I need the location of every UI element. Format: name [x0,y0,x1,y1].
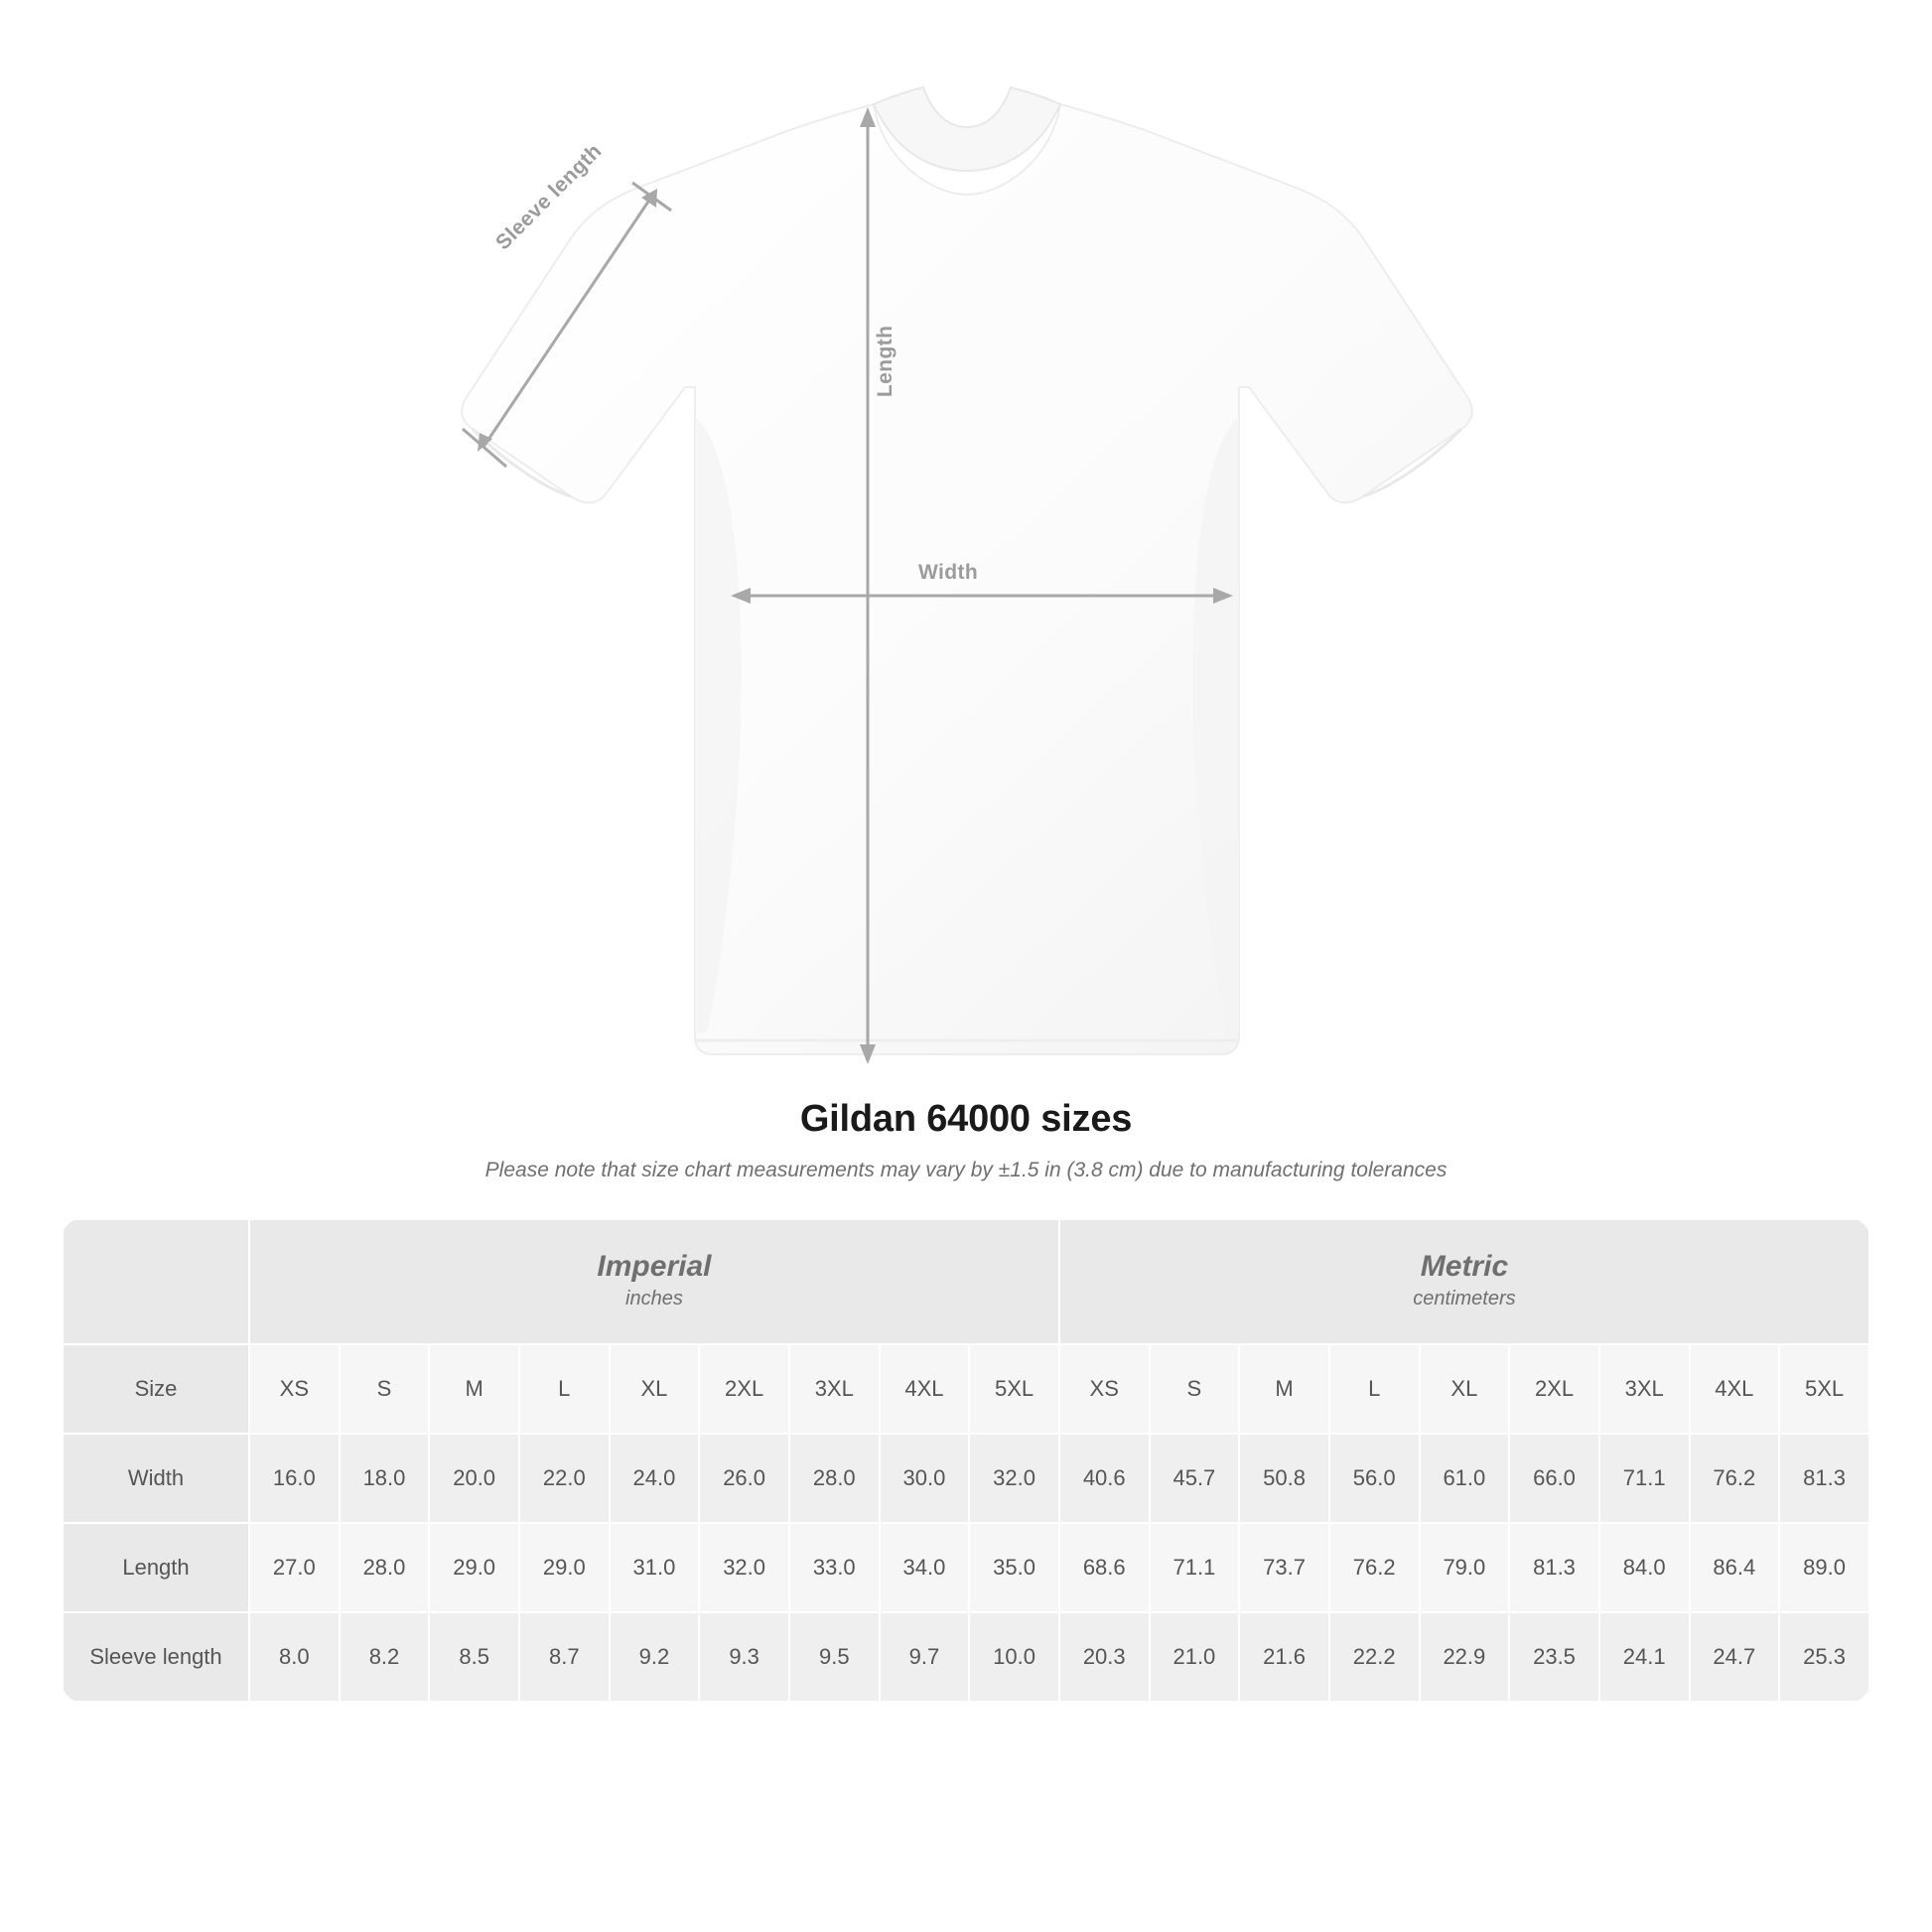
cell-metric-sleeve-length-4xl: 24.7 [1690,1612,1780,1702]
cell-imperial-width-5xl: 32.0 [969,1434,1059,1523]
cell-imperial-length-l: 29.0 [519,1523,610,1612]
size-header-metric-4xl: 4XL [1690,1344,1780,1434]
table-row [63,1523,1869,1612]
cell-metric-width-2xl: 66.0 [1509,1434,1599,1523]
cell-imperial-sleeve-length-3xl: 9.5 [789,1612,880,1702]
cell-metric-sleeve-length-3xl: 24.1 [1599,1612,1690,1702]
cell-imperial-width-xl: 24.0 [610,1434,700,1523]
size-header-imperial-3xl: 3XL [789,1344,880,1434]
cell-metric-length-5xl: 89.0 [1779,1523,1869,1612]
unit-group-metric-sub: centimeters [1413,1288,1516,1311]
cell-imperial-sleeve-length-2xl: 9.3 [699,1612,789,1702]
table-row [63,1434,1869,1523]
cell-metric-width-l: 56.0 [1329,1434,1420,1523]
cell-metric-length-s: 71.1 [1150,1523,1240,1612]
cell-imperial-width-s: 18.0 [340,1434,430,1523]
cell-imperial-length-s: 28.0 [340,1523,430,1612]
cell-imperial-length-xl: 31.0 [610,1523,700,1612]
size-header-metric-5xl: 5XL [1779,1344,1869,1434]
cell-imperial-length-m: 29.0 [429,1523,519,1612]
size-header-imperial-2xl: 2XL [699,1344,789,1434]
cell-metric-length-xs: 68.6 [1059,1523,1150,1612]
cell-metric-width-m: 50.8 [1239,1434,1329,1523]
size-header-metric-m: M [1239,1344,1329,1434]
cell-imperial-width-4xl: 30.0 [880,1434,970,1523]
unit-group-metric-name: Metric [1420,1249,1509,1283]
size-header-metric-xs: XS [1059,1344,1150,1434]
cell-metric-sleeve-length-xs: 20.3 [1059,1612,1150,1702]
size-header-metric-l: L [1329,1344,1420,1434]
label-length: Length [874,325,897,397]
cell-imperial-width-3xl: 28.0 [789,1434,880,1523]
shirt-collar [874,87,1060,171]
title-block [0,1098,1932,1182]
cell-imperial-length-xs: 27.0 [249,1523,340,1612]
size-header-imperial-m: M [429,1344,519,1434]
label-width: Width [918,561,979,584]
size-table [62,1218,1870,1703]
size-header-imperial-xl: XL [610,1344,700,1434]
cell-metric-length-m: 73.7 [1239,1523,1329,1612]
table-row [63,1612,1869,1702]
label-sleeve-length: Sleeve length [491,139,607,255]
unit-group-imperial-name: Imperial [597,1249,712,1283]
row-label-length: Length [63,1523,249,1612]
cell-imperial-sleeve-length-m: 8.5 [429,1612,519,1702]
row-label-sleeve-length: Sleeve length [63,1612,249,1702]
cell-metric-sleeve-length-xl: 22.9 [1420,1612,1510,1702]
cell-metric-width-4xl: 76.2 [1690,1434,1780,1523]
size-header-imperial-5xl: 5XL [969,1344,1059,1434]
unit-group-metric [1059,1219,1869,1344]
cell-imperial-width-xs: 16.0 [249,1434,340,1523]
size-header-imperial-xs: XS [249,1344,340,1434]
size-header-metric-2xl: 2XL [1509,1344,1599,1434]
tolerance-note: Please note that size chart measurements may vary by ±1.5 in (3.8 cm) due to manufacturing tolerances [484,1159,1448,1181]
cell-imperial-length-3xl: 33.0 [789,1523,880,1612]
size-header-imperial-4xl: 4XL [880,1344,970,1434]
cell-metric-sleeve-length-l: 22.2 [1329,1612,1420,1702]
size-header-imperial-s: S [340,1344,430,1434]
size-table-wrapper [62,1218,1870,1703]
cell-imperial-sleeve-length-xl: 9.2 [610,1612,700,1702]
cell-metric-width-xl: 61.0 [1420,1434,1510,1523]
cell-metric-length-4xl: 86.4 [1690,1523,1780,1612]
size-header-metric-3xl: 3XL [1599,1344,1690,1434]
cell-metric-width-3xl: 71.1 [1599,1434,1690,1523]
cell-metric-width-5xl: 81.3 [1779,1434,1869,1523]
cell-imperial-sleeve-length-l: 8.7 [519,1612,610,1702]
unit-header-row [63,1219,1869,1344]
size-header-metric-xl: XL [1420,1344,1510,1434]
cell-metric-length-2xl: 81.3 [1509,1523,1599,1612]
corner-cell [63,1219,249,1344]
cell-imperial-sleeve-length-s: 8.2 [340,1612,430,1702]
cell-metric-width-xs: 40.6 [1059,1434,1150,1523]
cell-metric-length-l: 76.2 [1329,1523,1420,1612]
cell-metric-sleeve-length-2xl: 23.5 [1509,1612,1599,1702]
cell-imperial-sleeve-length-xs: 8.0 [249,1612,340,1702]
page-title: Gildan 64000 sizes [799,1098,1133,1140]
cell-metric-length-3xl: 84.0 [1599,1523,1690,1612]
cell-imperial-sleeve-length-5xl: 10.0 [969,1612,1059,1702]
unit-group-imperial [249,1219,1059,1344]
cell-imperial-width-l: 22.0 [519,1434,610,1523]
cell-metric-width-s: 45.7 [1150,1434,1240,1523]
row-label-width: Width [63,1434,249,1523]
cell-imperial-sleeve-length-4xl: 9.7 [880,1612,970,1702]
unit-group-imperial-sub: inches [625,1288,683,1311]
size-header-label: Size [63,1344,249,1434]
size-header-imperial-l: L [519,1344,610,1434]
size-header-metric-s: S [1150,1344,1240,1434]
cell-metric-length-xl: 79.0 [1420,1523,1510,1612]
cell-imperial-length-4xl: 34.0 [880,1523,970,1612]
cell-imperial-length-2xl: 32.0 [699,1523,789,1612]
cell-imperial-width-m: 20.0 [429,1434,519,1523]
cell-imperial-width-2xl: 26.0 [699,1434,789,1523]
cell-metric-sleeve-length-s: 21.0 [1150,1612,1240,1702]
cell-metric-sleeve-length-m: 21.6 [1239,1612,1329,1702]
cell-imperial-length-5xl: 35.0 [969,1523,1059,1612]
size-header-row [63,1344,1869,1434]
cell-metric-sleeve-length-5xl: 25.3 [1779,1612,1869,1702]
